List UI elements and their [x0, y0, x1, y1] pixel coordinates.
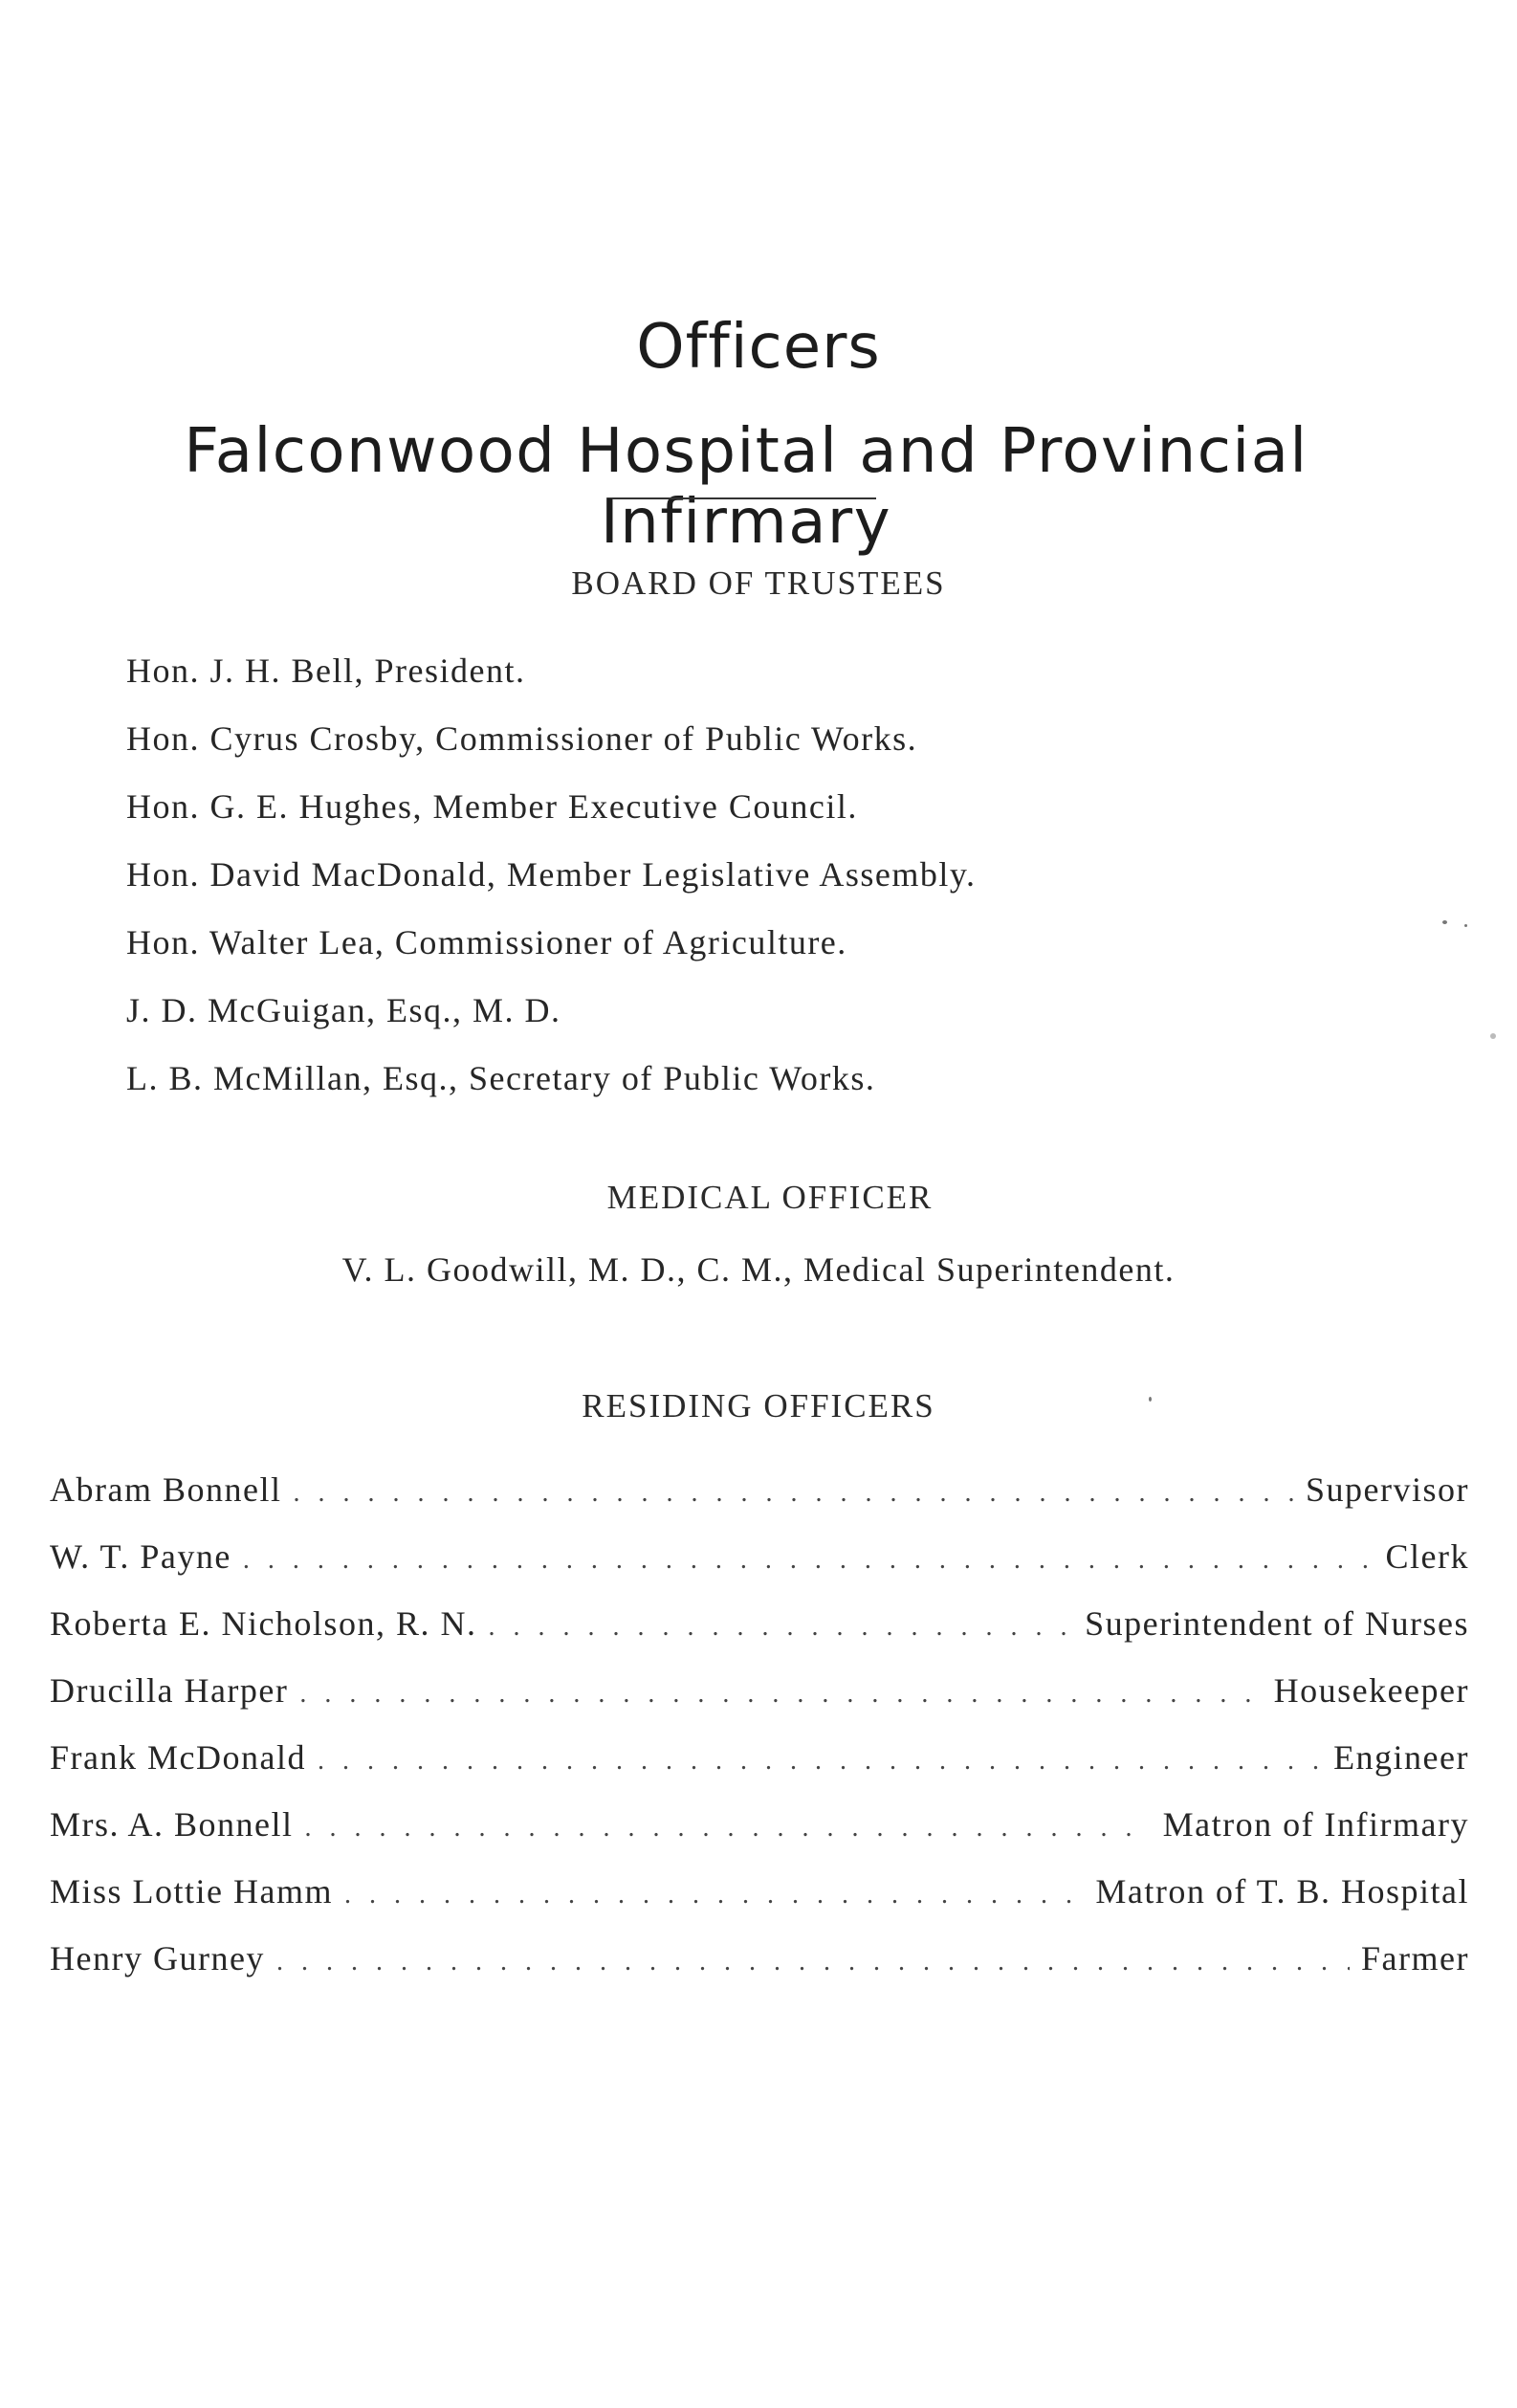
- trustee-item: J. D. McGuigan, Esq., M. D.: [126, 991, 561, 1029]
- trustee-item: Hon. G. E. Hughes, Member Executive Council.: [126, 787, 858, 826]
- trustee-list: [126, 637, 1370, 1113]
- officer-row: [50, 1925, 1469, 1992]
- officer-row: [50, 1657, 1469, 1724]
- officer-row: [50, 1858, 1469, 1925]
- scan-speck: [1464, 924, 1467, 927]
- board-of-trustees-heading: BOARD OF TRUSTEES: [571, 564, 946, 602]
- trustee-item: L. B. McMillan, Esq., Secretary of Public Works.: [126, 1059, 876, 1097]
- dot-leader: [318, 1728, 1322, 1795]
- residing-officers-list: [50, 1456, 1469, 1992]
- dot-leader: [344, 1862, 1084, 1929]
- dot-leader: [243, 1527, 1374, 1594]
- officer-row: [50, 1724, 1469, 1791]
- scan-speck: [1442, 920, 1447, 924]
- officer-row: [50, 1590, 1469, 1657]
- officer-name: Roberta E. Nicholson, R. N.: [50, 1604, 477, 1643]
- dot-leader: [488, 1594, 1073, 1661]
- officer-name: W. T. Payne: [50, 1537, 231, 1576]
- officer-name: Abram Bonnell: [50, 1470, 282, 1509]
- medical-officer-entry: V. L. Goodwill, M. D., C. M., Medical Superintendent.: [341, 1250, 1176, 1289]
- trustee-item: Hon. David MacDonald, Member Legislative Assembly.: [126, 855, 977, 894]
- officer-name: Henry Gurney: [50, 1939, 265, 1977]
- officer-role: Housekeeper: [1273, 1671, 1469, 1710]
- officer-role: Supervisor: [1306, 1470, 1469, 1509]
- title-divider: [612, 497, 876, 499]
- dot-leader: [299, 1661, 1262, 1728]
- officer-role: Matron of T. B. Hospital: [1095, 1872, 1469, 1911]
- officer-role: Matron of Infirmary: [1162, 1805, 1469, 1844]
- officer-row: [50, 1456, 1469, 1523]
- officer-row: [50, 1523, 1469, 1590]
- officer-name: Mrs. A. Bonnell: [50, 1805, 294, 1844]
- dot-leader: [305, 1795, 1152, 1862]
- trustee-item: Hon. Cyrus Crosby, Commissioner of Public Works.: [126, 719, 918, 758]
- page-subtitle: Falconwood Hospital and Provincial Infirmary: [184, 416, 1308, 559]
- officer-role: Clerk: [1385, 1537, 1469, 1576]
- dot-leader: [293, 1460, 1294, 1527]
- page-title: Officers: [636, 311, 881, 383]
- scan-speck: [1149, 1397, 1152, 1402]
- trustee-item: Hon. Walter Lea, Commissioner of Agriculture.: [126, 923, 847, 961]
- dot-leader: [276, 1929, 1350, 1996]
- officer-role: Farmer: [1361, 1939, 1469, 1977]
- officer-row: [50, 1791, 1469, 1858]
- residing-officers-heading: RESIDING OFFICERS: [582, 1387, 935, 1425]
- officer-name: Drucilla Harper: [50, 1671, 289, 1710]
- officer-name: Miss Lottie Hamm: [50, 1872, 333, 1911]
- officer-name: Frank McDonald: [50, 1738, 306, 1777]
- medical-officer-heading: MEDICAL OFFICER: [606, 1179, 934, 1216]
- scan-speck: [1490, 1033, 1496, 1039]
- trustee-item: Hon. J. H. Bell, President.: [126, 652, 526, 690]
- officer-role: Engineer: [1333, 1738, 1469, 1777]
- officer-role: Superintendent of Nurses: [1085, 1604, 1469, 1643]
